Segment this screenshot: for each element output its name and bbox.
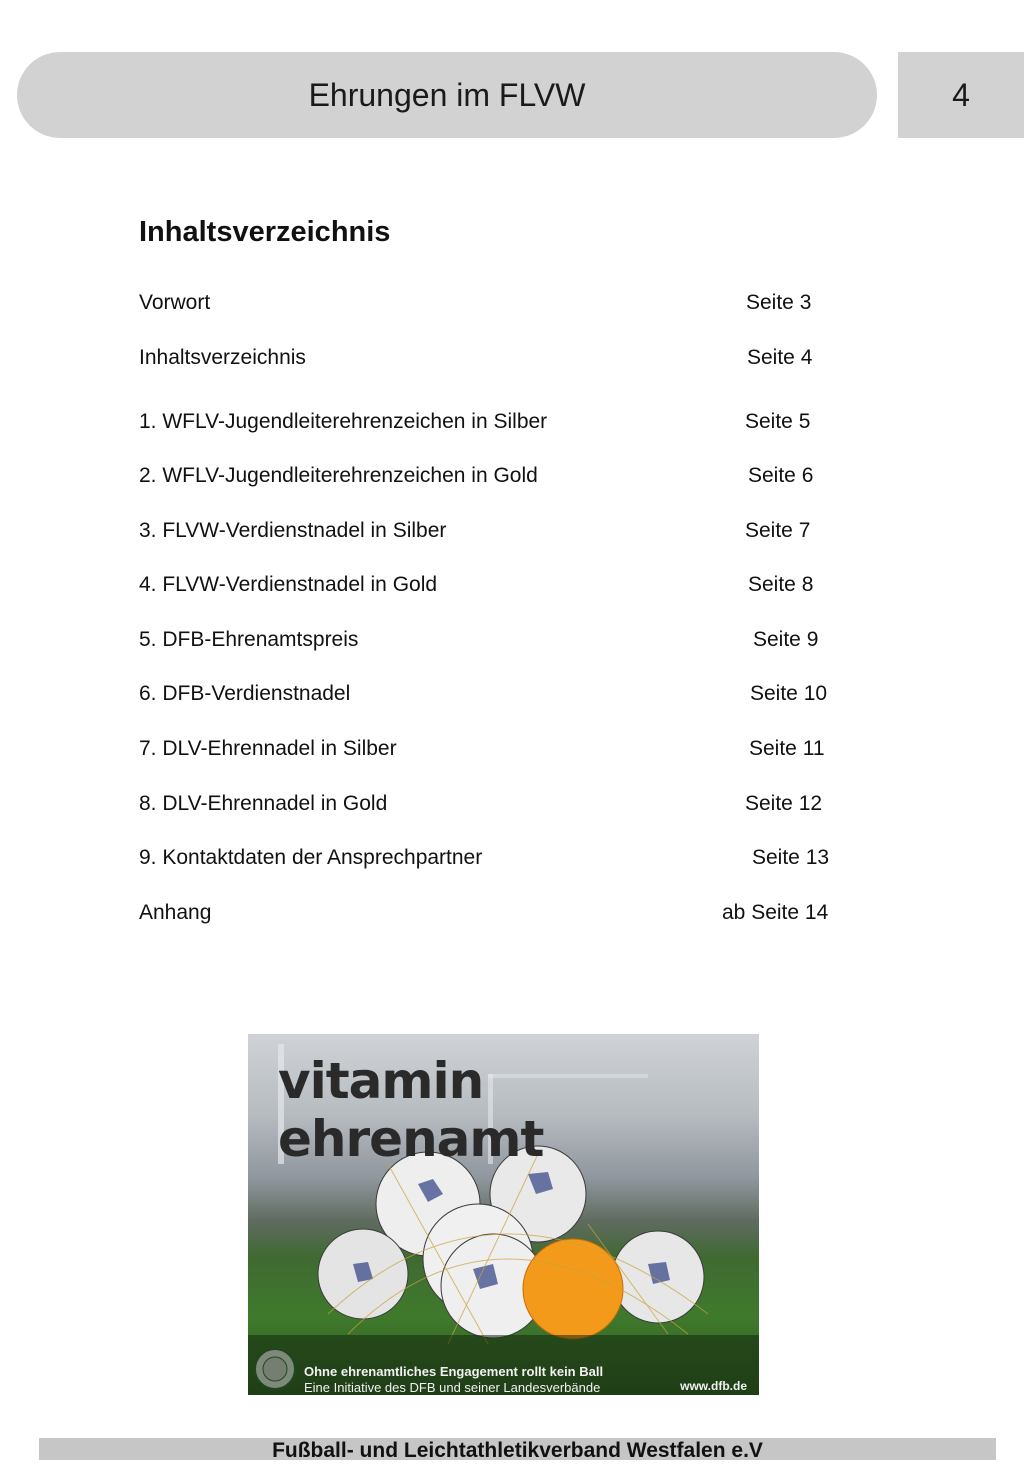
toc-item	[139, 519, 839, 549]
toc-item	[139, 291, 839, 321]
toc-item-label: 1. WFLV-Jugendleiterehrenzeichen in Silber	[139, 410, 548, 433]
page-number: 4	[898, 52, 1024, 138]
toc-item-label: 6. DFB-Verdienstnadel	[139, 682, 351, 705]
toc-item	[139, 901, 839, 931]
toc-item-label: Vorwort	[139, 291, 211, 314]
toc-item-label: 7. DLV-Ehrennadel in Silber	[139, 737, 397, 760]
toc-item-label: Inhaltsverzeichnis	[139, 346, 306, 369]
toc-item	[139, 682, 839, 712]
toc-item	[139, 464, 839, 494]
page-title: Ehrungen im FLVW	[308, 76, 586, 113]
toc-item-page: Seite 8	[748, 573, 814, 596]
toc-item	[139, 573, 839, 603]
toc-item-label: 3. FLVW-Verdienstnadel in Silber	[139, 519, 447, 542]
toc-item-label: 8. DLV-Ehrennadel in Gold	[139, 792, 388, 815]
toc-item-page: Seite 3	[746, 291, 812, 314]
vitamin-ehrenamt-banner	[248, 1034, 759, 1395]
toc-item-label: Anhang	[139, 901, 212, 924]
toc-item-label: 9. Kontaktdaten der Ansprechpartner	[139, 846, 483, 869]
toc-item-label: 2. WFLV-Jugendleiterehrenzeichen in Gold	[139, 464, 538, 487]
orange-icon	[523, 1239, 623, 1339]
banner-url: www.dfb.de	[680, 1379, 747, 1393]
toc-item	[139, 410, 839, 440]
toc-item-page: Seite 12	[745, 792, 823, 815]
toc-item-page: Seite 10	[750, 682, 828, 705]
toc-item-page: Seite 5	[745, 410, 811, 433]
banner-title-part1: vitamin	[278, 1052, 484, 1110]
toc-item-page: Seite 4	[747, 346, 813, 369]
banner-title	[278, 1052, 759, 1168]
footer-text: Fußball- und Leichtathletikverband Westfalen e.V	[272, 1439, 763, 1462]
banner-subline: Eine Initiative des DFB und seiner Landesverbände	[304, 1380, 601, 1395]
toc-item-page: Seite 11	[749, 737, 825, 760]
banner-title-part2: hrenamt	[310, 1110, 544, 1168]
toc-item-label: 5. DFB-Ehrenamtspreis	[139, 628, 359, 651]
toc-item	[139, 346, 839, 376]
toc-item	[139, 846, 839, 876]
toc-item	[139, 737, 839, 767]
toc-item-page: Seite 9	[753, 628, 819, 651]
banner-slogan: Ohne ehrenamtliches Engagement rollt kein Ball	[304, 1364, 604, 1379]
toc-item	[139, 792, 839, 822]
toc-item	[139, 628, 839, 658]
toc-item-page: Seite 13	[752, 846, 830, 869]
toc-item-label: 4. FLVW-Verdienstnadel in Gold	[139, 573, 438, 596]
toc-heading: Inhaltsverzeichnis	[139, 216, 391, 248]
banner-title-accent: e	[278, 1110, 311, 1168]
toc-item-page: Seite 7	[745, 519, 811, 542]
toc-item-page: ab Seite 14	[722, 901, 829, 924]
toc-item-page: Seite 6	[748, 464, 814, 487]
